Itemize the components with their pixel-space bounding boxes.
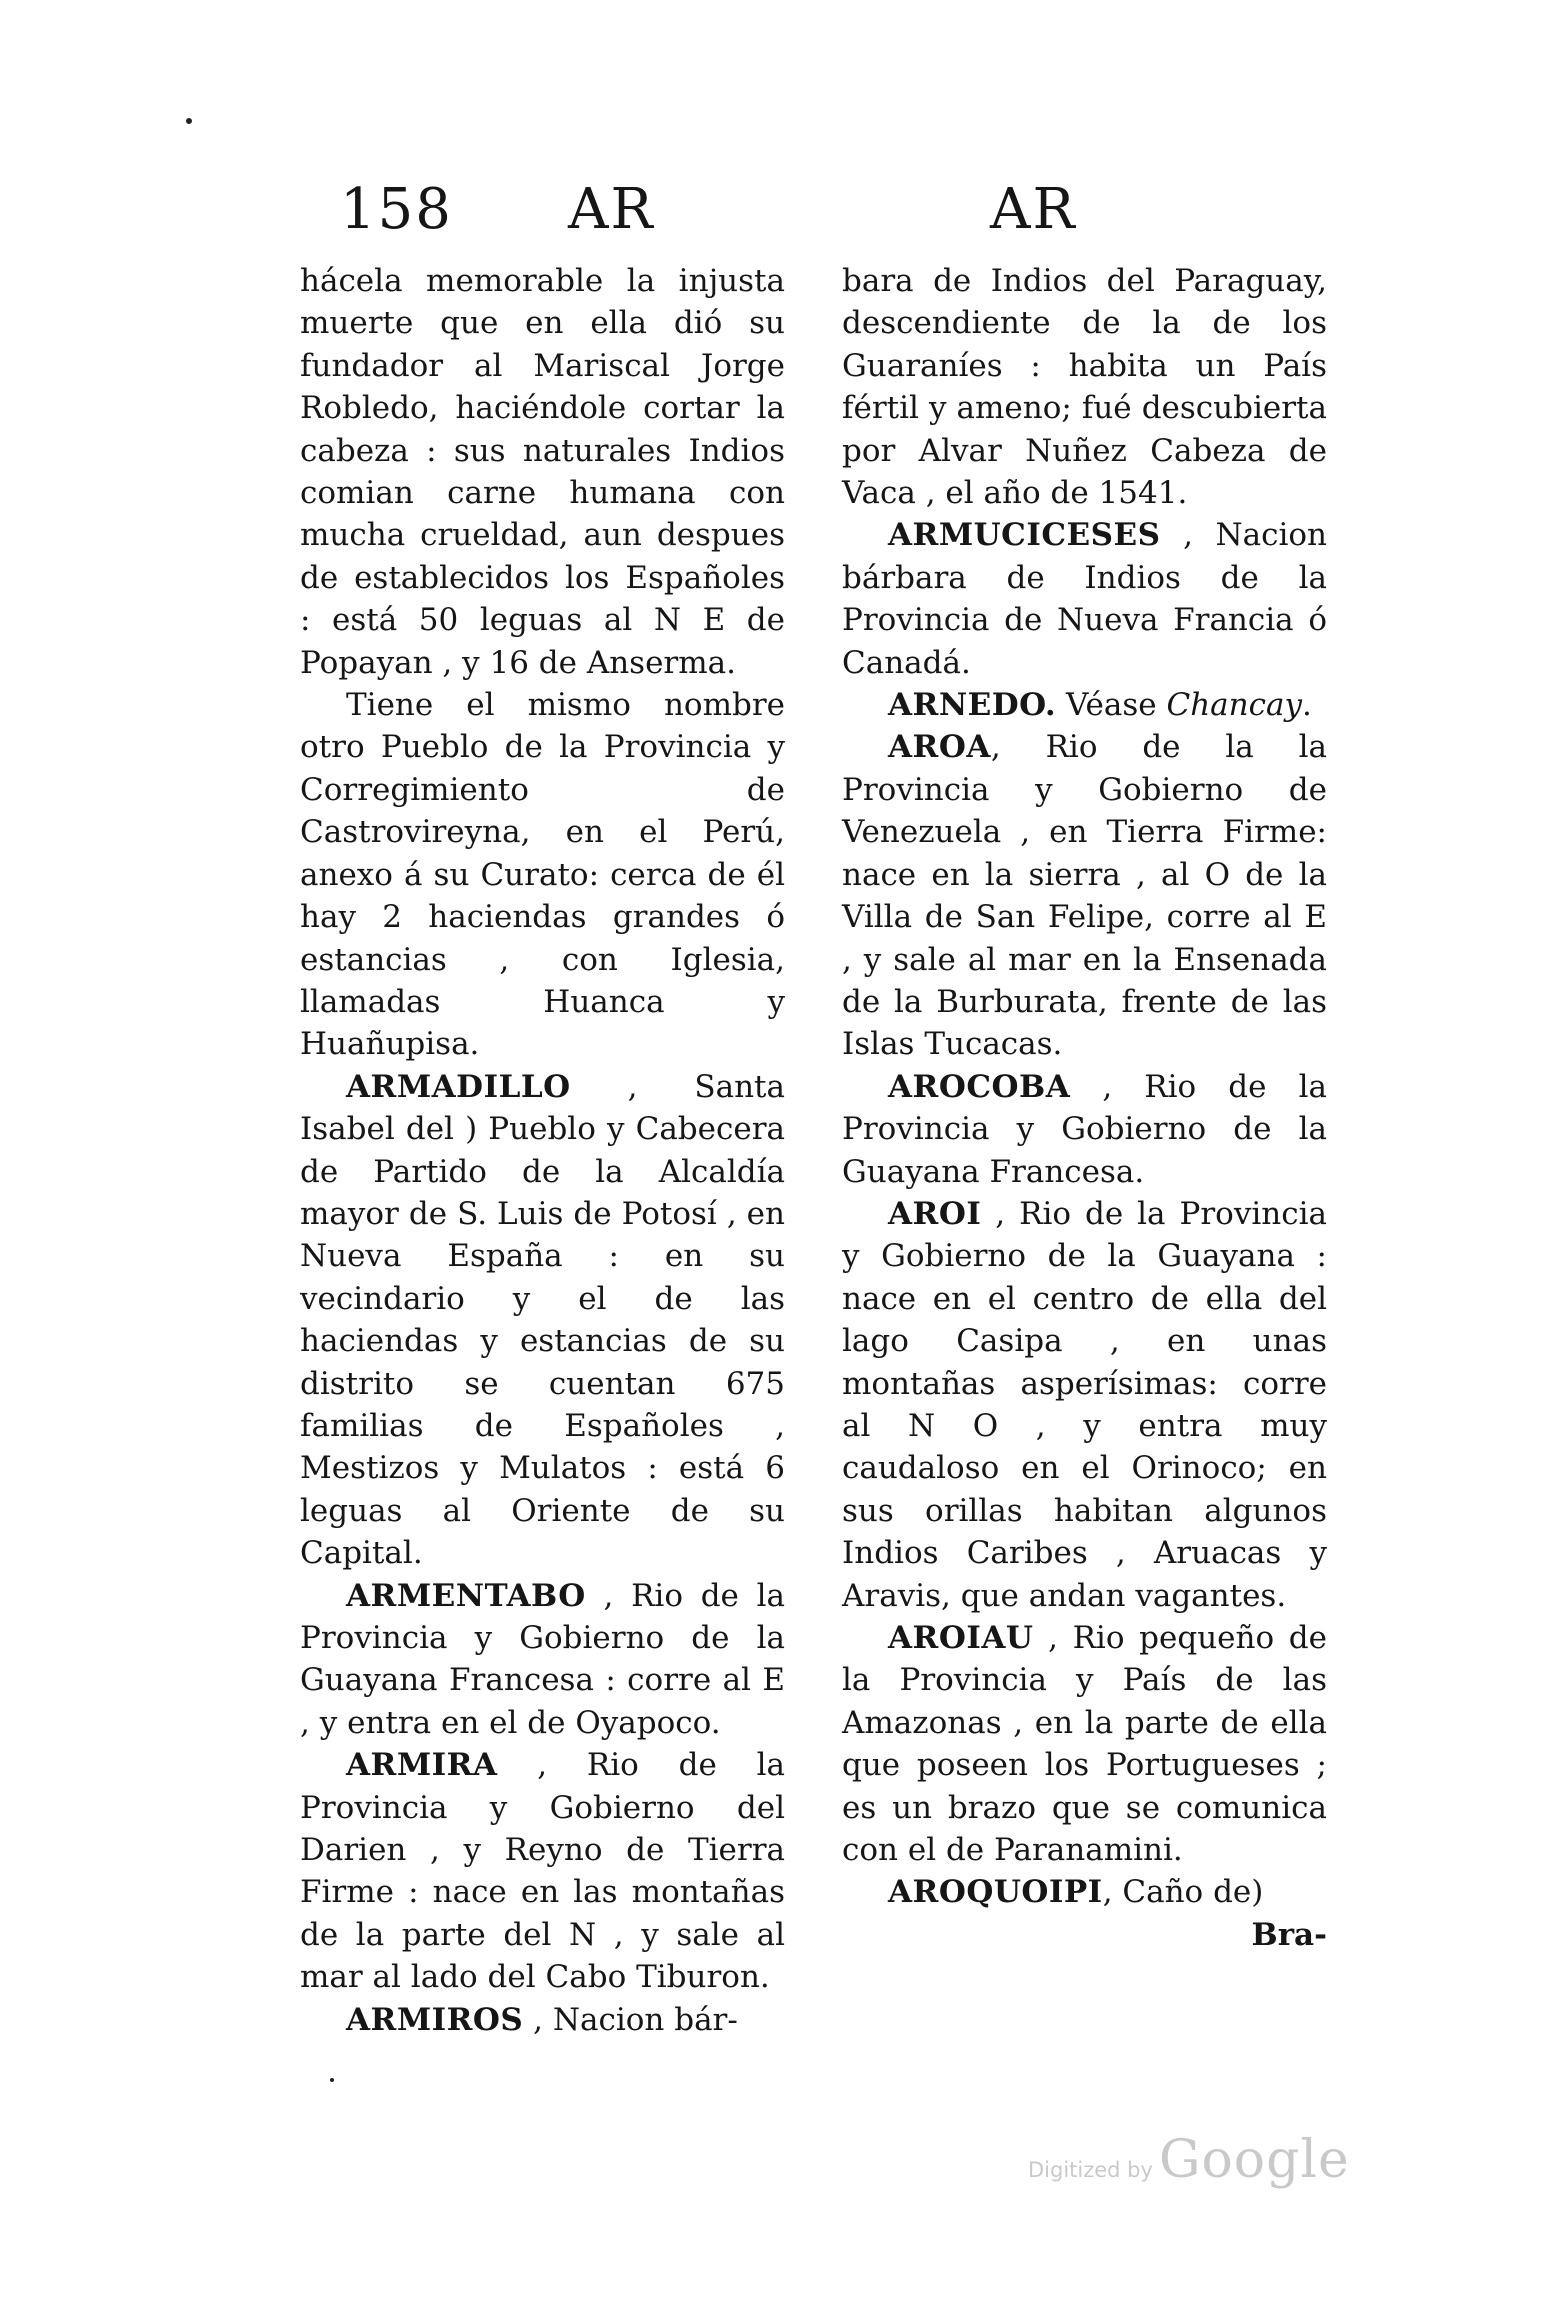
entry-aroiau: AROIAU , Rio pequeño de la Provincia y País de las Amazonas , en la parte de ella que poseen los Portugueses ; es un brazo que se comunica con el de Paranamini. bbox=[842, 1620, 1327, 1869]
digitized-watermark bbox=[1028, 2130, 1348, 2200]
page-number: 158 bbox=[340, 177, 453, 242]
headword: AROCOBA bbox=[888, 1068, 1071, 1105]
entry-continuation: bara de Indios del Paraguay, descendiente de la de los Guaraníes : habita un País fértil y ameno; fué descubierta por Alvar Nuñez Cabeza de Vaca , el año de 1541. bbox=[842, 263, 1327, 512]
entry-aroquoipi: AROQUOIPI, Caño de) bbox=[888, 1874, 1264, 1911]
watermark-logo: Google bbox=[1158, 2130, 1350, 2190]
entry-armadillo: ARMADILLO , Santa Isabel del ) Pueblo y Cabecera de Partido de la Alcaldía mayor de S. Luis de Potosí , en Nueva España : en su vecindario y el de las haciendas y estancias de su distrito se cuentan 675 familias de Españoles , Mestizos y Mulatos : está 6 leguas al Oriente de su Capital. bbox=[300, 1068, 785, 1572]
entry-aroa: AROA, Rio de la la Provincia y Gobierno de Venezuela , en Tierra Firme: nace en la sierra , al O de la Villa de San Felipe, corre al E , y sale al mar en la Ensenada de la Burburata, frente de las Islas Tucacas. bbox=[842, 729, 1327, 1063]
headword: AROA bbox=[888, 729, 991, 766]
headword: ARMIRA bbox=[346, 1747, 498, 1784]
entry-armuciceses: ARMUCICESES , Nacion bárbara de Indios de la Provincia de Nueva Francia ó Canadá. bbox=[842, 517, 1327, 681]
cross-reference: Chancay bbox=[1166, 687, 1302, 724]
headword: AROI bbox=[888, 1195, 982, 1232]
running-header bbox=[300, 170, 1350, 260]
right-column bbox=[842, 260, 1327, 1956]
headword: ARMUCICESES bbox=[888, 517, 1161, 554]
entry-armira: ARMIRA , Rio de la Provincia y Gobierno del Darien , y Reyno de Tierra Firme : nace en las montañas de la parte del N , y sale al mar al lado del Cabo Tiburon. bbox=[300, 1747, 785, 1996]
running-head-right: AR bbox=[990, 177, 1077, 242]
headword: ARMADILLO bbox=[346, 1068, 571, 1105]
entry-aroi: AROI , Rio de la Provincia y Gobierno de la Guayana : nace en el centro de ella del lago Casipa , en unas montañas asperísimas: corre al N O , y entra muy caudaloso en el Orinoco; en sus orillas habitan algunos Indios Caribes , Aruacas y Aravis, que andan vagantes. bbox=[842, 1195, 1327, 1614]
watermark-small: Digitized by bbox=[1028, 2158, 1153, 2182]
catchword: Bra- bbox=[1251, 1916, 1327, 1953]
headword: ARNEDO. bbox=[888, 687, 1057, 724]
headword: ARMIROS bbox=[346, 2001, 524, 2038]
entry-armiros: ARMIROS , Nacion bár- bbox=[346, 2001, 738, 2038]
headword: AROIAU bbox=[888, 1620, 1034, 1656]
entry-arocoba: AROCOBA , Rio de la Provincia y Gobierno de la Guayana Francesa. bbox=[842, 1068, 1327, 1190]
print-speck bbox=[186, 118, 192, 124]
entry-paragraph: Tiene el mismo nombre otro Pueblo de la Provincia y Corregimiento de Castrovireyna, en el Perú, anexo á su Curato: cerca de él hay 2 haciendas grandes ó estancias , con Iglesia, llamadas Huanca y Huañupisa. bbox=[300, 687, 785, 1063]
print-speck bbox=[330, 2078, 334, 2082]
running-head-left: AR bbox=[568, 177, 655, 242]
entry-arnedo: ARNEDO. Véase Chancay. bbox=[888, 687, 1312, 724]
headword: AROQUOIPI bbox=[888, 1874, 1103, 1911]
entry-continuation: hácela memorable la injusta muerte que en ella dió su fundador al Mariscal Jorge Robledo, haciéndole cortar la cabeza : sus naturales Indios comian carne humana con mucha crueldad, aun despues de establecidos los Españoles : está 50 leguas al N E de Popayan , y 16 de Anserma. bbox=[300, 263, 785, 681]
entry-armentabo: ARMENTABO , Rio de la Provincia y Gobierno de la Guayana Francesa : corre al E , y entra en el de Oyapoco. bbox=[300, 1577, 785, 1741]
headword: ARMENTABO bbox=[346, 1577, 586, 1614]
left-column bbox=[300, 260, 785, 2041]
